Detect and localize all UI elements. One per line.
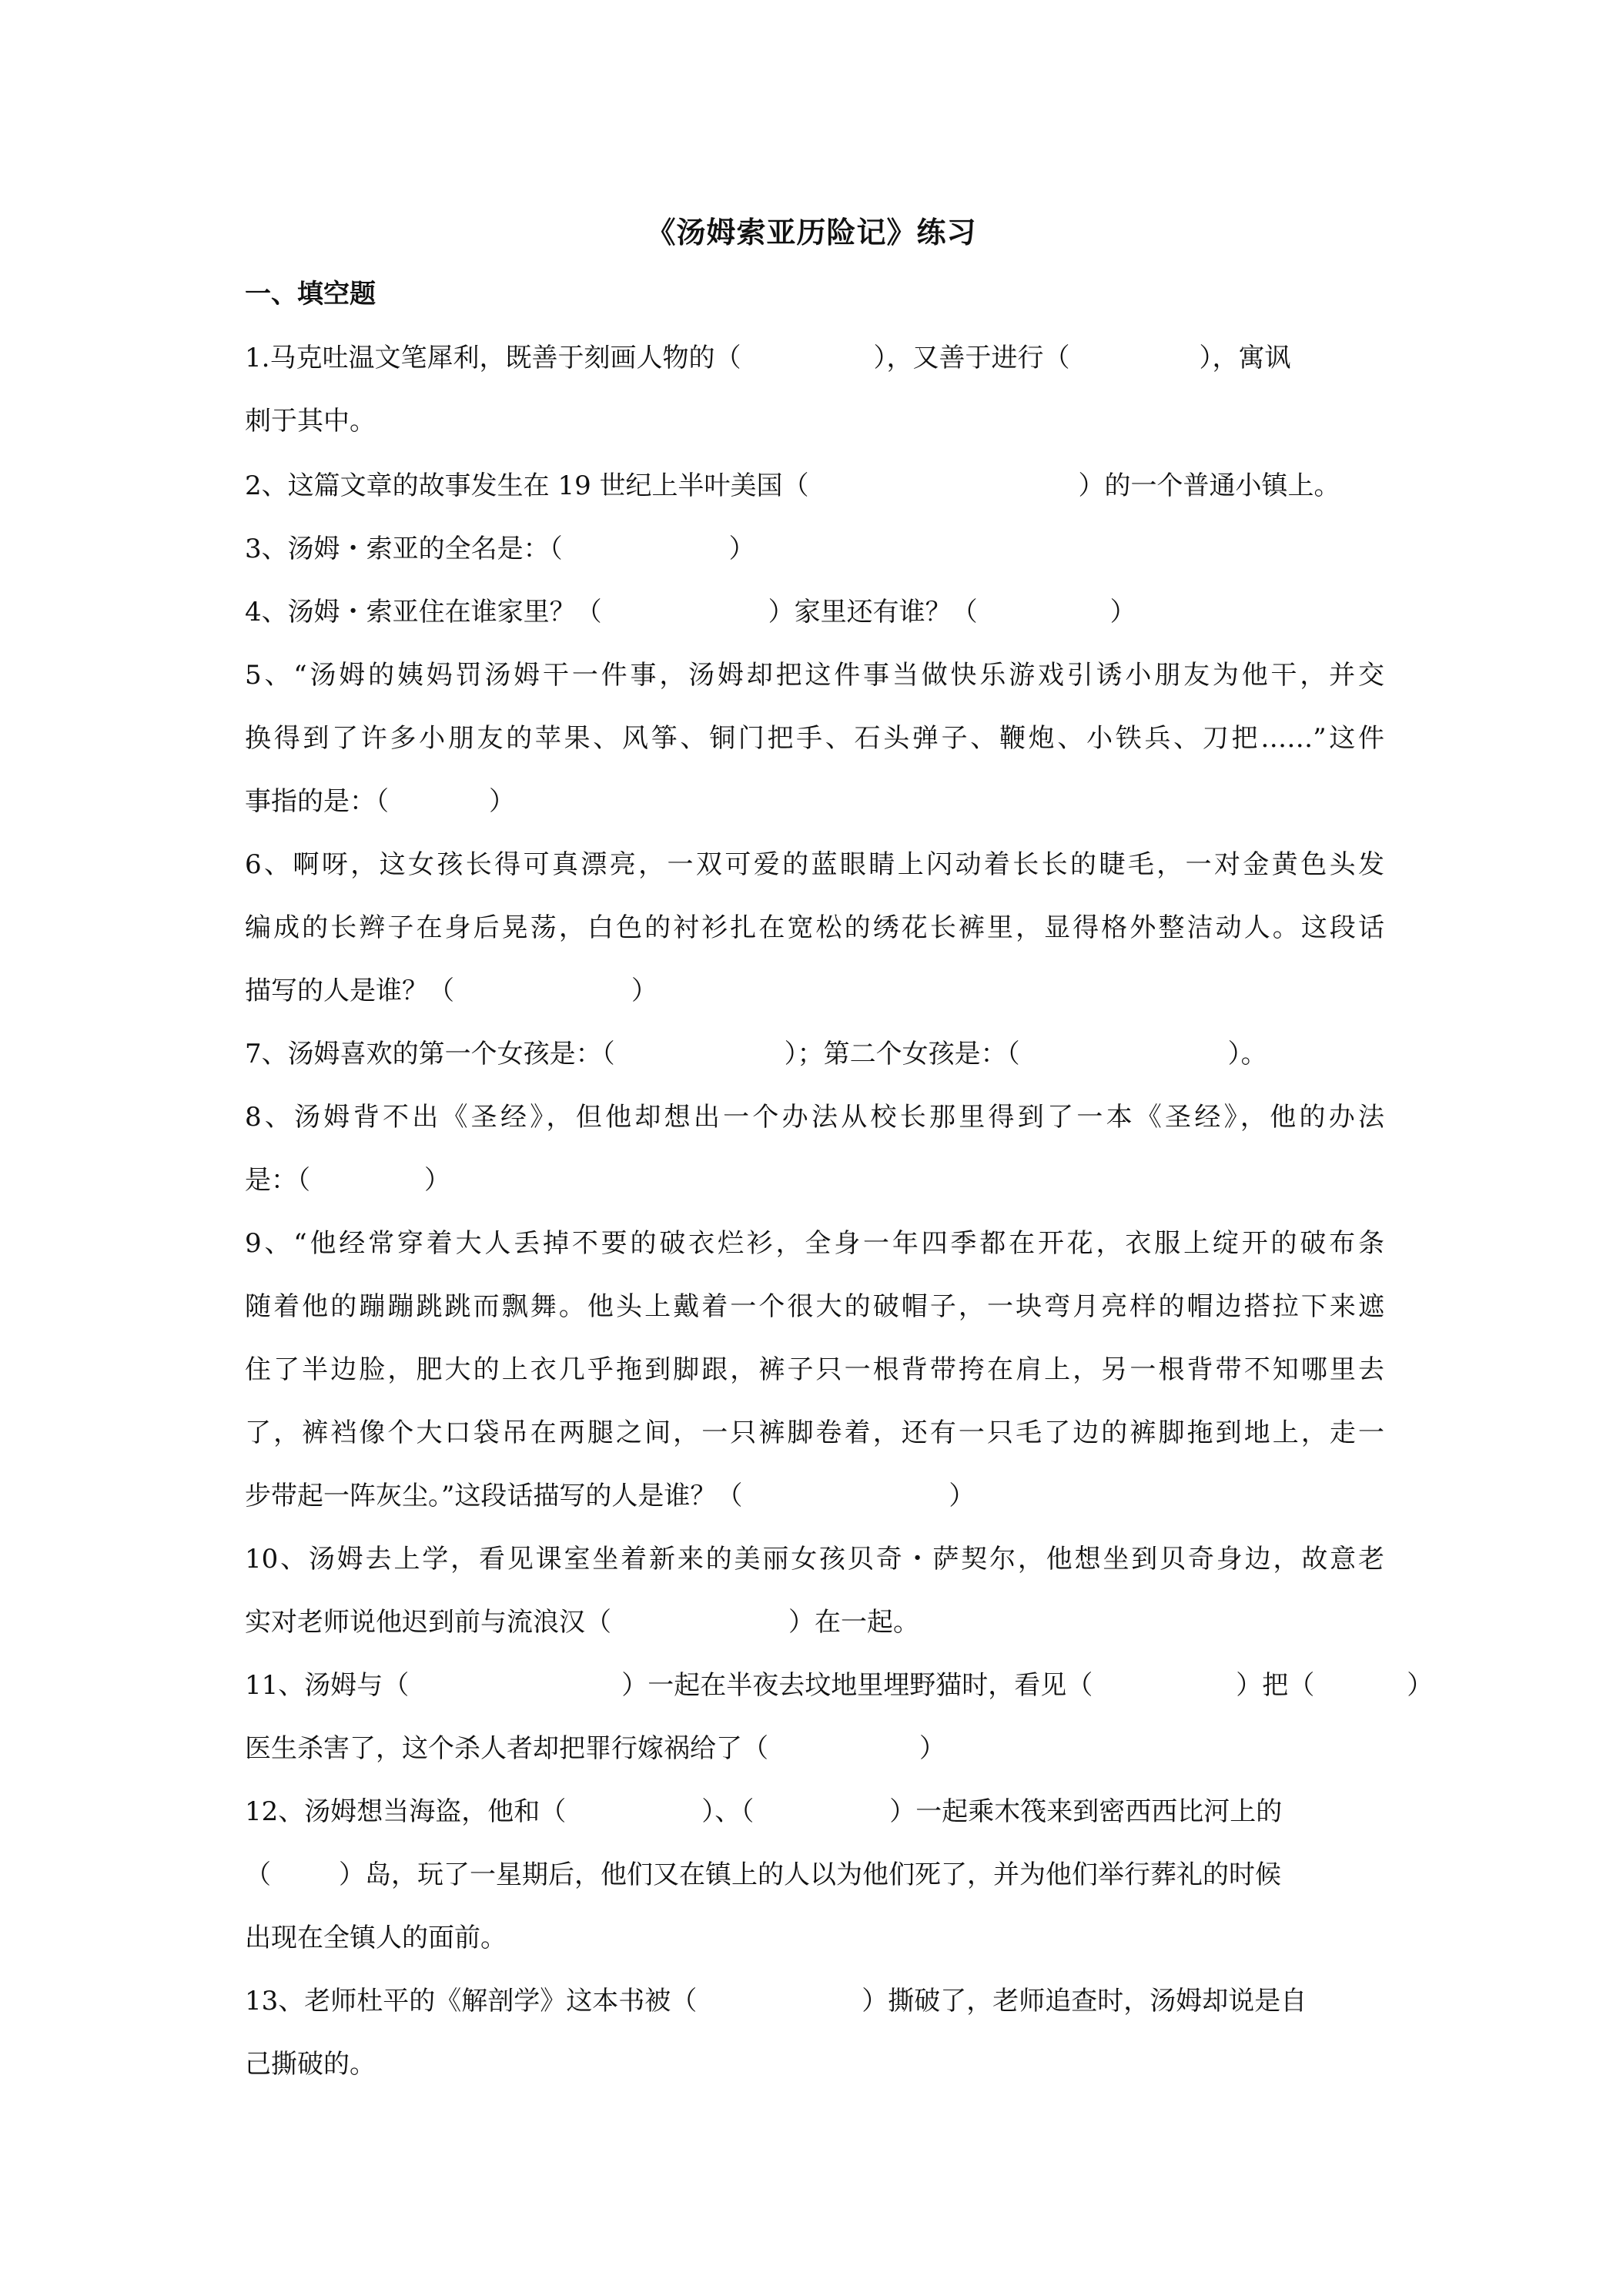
question-1	[245, 326, 1384, 453]
question-12: 12、汤姆想当海盗，他和（ ）、（ ）一起乘木筏来到密西西比河上的 （ ）岛，玩了一星期后，他们又在镇上的人以为他们死了，并为他们举行葬礼的时候 出现在全镇人的面前。	[245, 1796, 1283, 1953]
question-1-line-2: 刺于其中。	[245, 406, 376, 437]
question-9: 9、“他经常穿着大人丢掉不要的破衣烂衫，全身一年四季都在开花，衣服上绽开的破布条 随着他的蹦蹦跳跳而飘舞。他头上戴着一个很大的破帽子，一块弯月亮样的帽边搭拉下来遮 住了半边脸，肥大的上衣几乎拖到脚跟，裤子只一根背带挎在肩上，另一根背带不知哪里去 了，裤裆像个大口袋吊在两腿之间，一只裤脚卷着，还有一只毛了边的裤脚拖到地上，走一 步带起一阵灰尘。”这段话描写的人是谁？（ ）	[245, 1228, 1384, 1511]
question-6: 6、啊呀，这女孩长得可真漂亮，一双可爱的蓝眼睛上闪动着长长的睫毛，一对金黄色头发 编成的长辫子在身后晃荡，白色的衬衫扎在宽松的绣花长裤里，显得格外整洁动人。这段话 描写的人是谁？（ ）	[245, 849, 1384, 1006]
question-8: 8、汤姆背不出《圣经》，但他却想出一个办法从校长那里得到了一本《圣经》，他的办法 是：（ ）	[245, 1102, 1384, 1196]
question-1-line-1: 1.马克吐温文笔犀利，既善于刻画人物的（ ），又善于进行（ ），寓讽	[245, 343, 1291, 373]
section-heading: 一、填空题	[245, 279, 376, 310]
question-2: 2、这篇文章的故事发生在 19 世纪上半叶美国（ ）的一个普通小镇上。	[245, 470, 1340, 501]
question-11: 11、汤姆与（ ）一起在半夜去坟地里埋野猫时，看见（ ）把（ ） 医生杀害了，这个杀人者却把罪行嫁祸给了（ ）	[245, 1670, 1434, 1764]
question-4: 4、汤姆・索亚住在谁家里？（ ）家里还有谁？（ ）	[245, 597, 1136, 628]
question-13: 13、老师杜平的《解剖学》这本书被（ ）撕破了，老师追查时，汤姆却说是自 己撕破的。	[245, 1986, 1307, 2080]
page-title: 《汤姆索亚历险记》练习	[646, 215, 977, 249]
question-3: 3、汤姆・索亚的全名是：（ ）	[245, 534, 755, 564]
question-7: 7、汤姆喜欢的第一个女孩是：（ ）；第二个女孩是：（ ）。	[245, 1039, 1267, 1069]
question-10: 10、汤姆去上学，看见课室坐着新来的美丽女孩贝奇・萨契尔，他想坐到贝奇身边，故意老 实对老师说他迟到前与流浪汉（ ）在一起。	[245, 1544, 1384, 1638]
question-5: 5、“汤姆的姨妈罚汤姆干一件事，汤姆却把这件事当做快乐游戏引诱小朋友为他干，并交 换得到了许多小朋友的苹果、风筝、铜门把手、石头弹子、鞭炮、小铁兵、刀把……”这件 事指的是：（ ）	[245, 660, 1384, 817]
